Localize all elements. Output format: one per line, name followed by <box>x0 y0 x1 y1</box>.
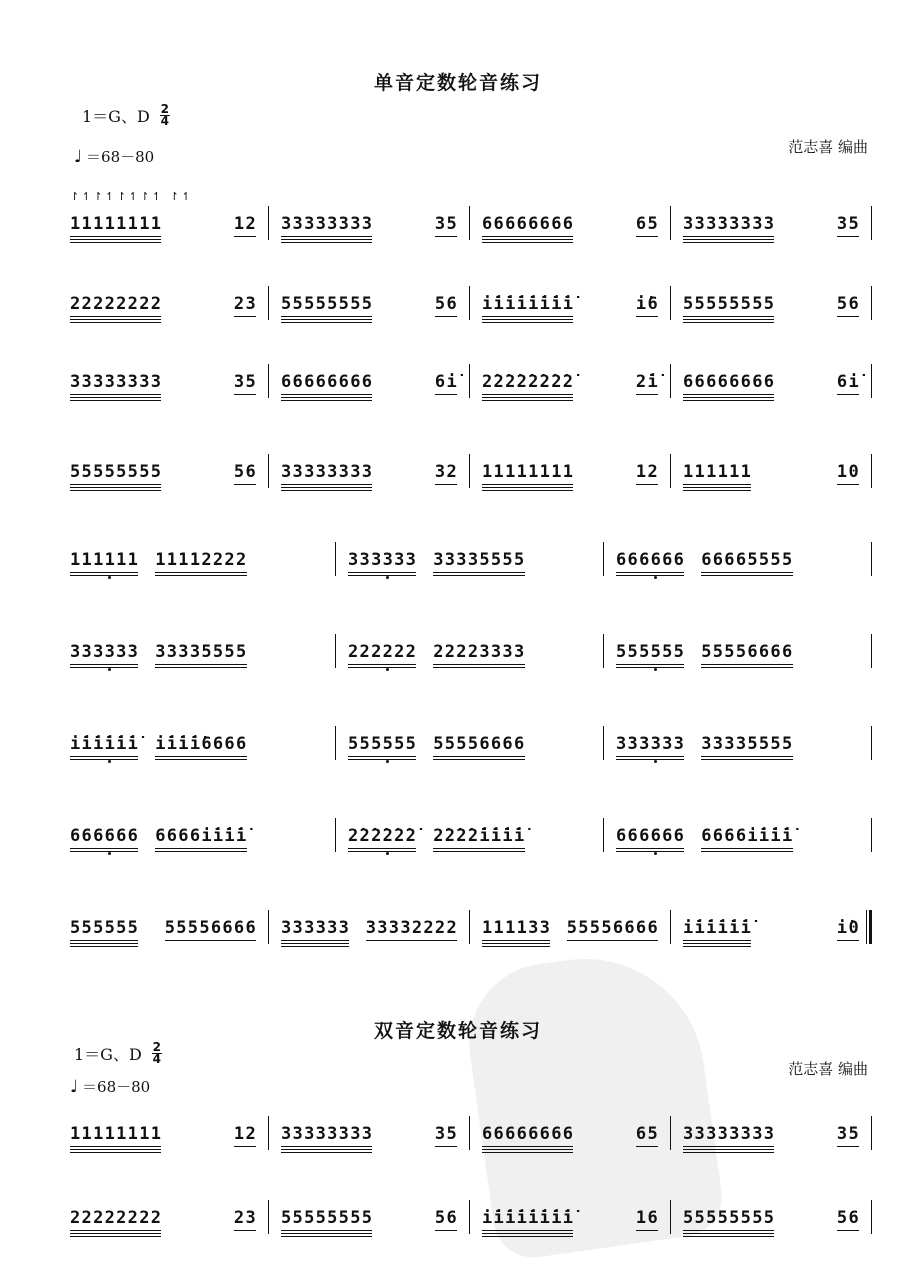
note-group <box>433 734 525 754</box>
time-top: 2 <box>160 102 169 116</box>
notes: 33333333 <box>281 214 374 234</box>
measure <box>671 910 872 950</box>
notes: 333333 <box>281 918 351 938</box>
notes: 22223333 <box>433 642 526 662</box>
note-group <box>70 826 139 846</box>
note-group <box>482 294 574 314</box>
note-group <box>435 214 458 234</box>
note-group <box>234 372 257 392</box>
notes: 12 <box>233 214 257 234</box>
piece2-title: 双音定数轮音练习 <box>373 1020 542 1042</box>
note-group <box>70 550 139 570</box>
notes: 66666666 <box>482 214 575 234</box>
barline <box>871 286 872 320</box>
note-group <box>234 1208 257 1228</box>
piece1-time-signature <box>160 104 170 127</box>
notes: 333333 <box>348 550 418 570</box>
note-group <box>616 642 685 662</box>
barline <box>871 1200 872 1234</box>
note-group <box>165 918 257 938</box>
note-group <box>70 918 139 938</box>
notes: 23 <box>233 1208 257 1228</box>
low-octave-dot <box>108 852 111 855</box>
barline <box>871 1116 872 1150</box>
piece1-staff-row <box>68 726 872 766</box>
notes: 65 <box>635 214 659 234</box>
note-group <box>281 462 373 482</box>
piece2-key: 1＝G、D <box>74 1045 142 1064</box>
barline <box>871 206 872 240</box>
barline <box>871 542 872 576</box>
notes: 23 <box>233 294 257 314</box>
measure <box>68 1200 269 1240</box>
notes: 333333 <box>616 734 686 754</box>
notes: 6i̇ <box>836 372 860 392</box>
notes: 6666i̇i̇i̇i̇ <box>155 826 248 846</box>
note-group <box>281 214 373 234</box>
note-group <box>433 642 525 662</box>
notes: 6666i̇i̇i̇i̇ <box>701 826 794 846</box>
time-top: 2 <box>152 1040 161 1054</box>
notes: 56 <box>836 294 860 314</box>
tempo-value: ＝68－80 <box>86 148 155 166</box>
notes: 11112222 <box>155 550 248 570</box>
notes: 66666666 <box>482 1124 575 1144</box>
notes: 33333333 <box>281 462 374 482</box>
notes: 35 <box>434 214 458 234</box>
note-group <box>837 1208 860 1228</box>
piece1-staff-row <box>68 634 872 674</box>
note-group <box>616 826 685 846</box>
measure <box>604 818 872 858</box>
measure <box>671 364 872 404</box>
note-group <box>636 294 659 314</box>
measure <box>336 634 604 674</box>
measure <box>68 1116 269 1156</box>
measure <box>336 726 604 766</box>
note-group <box>70 294 162 314</box>
piece2-time-signature <box>152 1042 162 1065</box>
measure <box>68 634 336 674</box>
low-octave-dot <box>654 852 657 855</box>
notes: 33333333 <box>70 372 163 392</box>
note-group <box>155 550 247 570</box>
notes: 2̇i̇ <box>635 372 659 392</box>
notes: 55556666 <box>701 642 794 662</box>
measure <box>269 1116 470 1156</box>
measure <box>269 910 470 950</box>
notes: 55555555 <box>281 1208 374 1228</box>
note-group <box>616 734 685 754</box>
note-group <box>683 214 775 234</box>
measure <box>671 1200 872 1240</box>
notes: 11111111 <box>482 462 575 482</box>
barline <box>871 454 872 488</box>
time-bottom: 4 <box>152 1052 161 1066</box>
note-group <box>70 214 162 234</box>
note-group <box>567 918 659 938</box>
note-group <box>281 1124 373 1144</box>
piece1-key: 1＝G、D <box>82 107 150 126</box>
barline <box>871 818 872 852</box>
note-group <box>433 826 525 846</box>
note-group <box>234 1124 257 1144</box>
notes: 2̇2̇2̇2̇2̇2̇2̇2̇ <box>482 372 575 392</box>
notes: i̇i̇i̇i̇i̇i̇ <box>683 918 753 938</box>
notes: 222222 <box>348 642 418 662</box>
note-group <box>281 918 350 938</box>
tempo-value: ＝68－80 <box>82 1078 151 1096</box>
note-group <box>70 642 139 662</box>
notes: 35 <box>233 372 257 392</box>
piece1-title: 单音定数轮音练习 <box>373 72 542 94</box>
note-group <box>435 372 458 392</box>
notes: 35 <box>836 214 860 234</box>
note-group <box>683 918 752 938</box>
measure <box>68 454 269 494</box>
measure <box>68 910 269 950</box>
note-group <box>70 1208 162 1228</box>
note-group <box>348 550 417 570</box>
notes: 33335555 <box>155 642 248 662</box>
notes: 555555 <box>70 918 140 938</box>
note-group <box>70 372 162 392</box>
note-group <box>616 550 685 570</box>
note-group <box>837 918 860 938</box>
note-group <box>435 1208 458 1228</box>
notes: 55555555 <box>683 294 776 314</box>
low-octave-dot <box>386 760 389 763</box>
low-octave-dot <box>654 576 657 579</box>
measure <box>671 1116 872 1156</box>
notes: 10 <box>836 462 860 482</box>
notes: 2̇2̇2̇2̇i̇i̇i̇i̇ <box>433 826 526 846</box>
note-group <box>701 826 793 846</box>
note-group <box>701 642 793 662</box>
notes: 35 <box>836 1124 860 1144</box>
notes: 35 <box>434 1124 458 1144</box>
notes: 33335555 <box>433 550 526 570</box>
notes: 56 <box>434 1208 458 1228</box>
notes: 6i̇ <box>434 372 458 392</box>
low-octave-dot <box>654 668 657 671</box>
note-group <box>683 1208 775 1228</box>
notes: 333333 <box>70 642 140 662</box>
notes: 11111111 <box>70 1124 163 1144</box>
piece1-composer: 范志喜 编曲 <box>788 138 868 156</box>
note-group <box>155 826 247 846</box>
piece2-key-signature <box>74 1042 162 1065</box>
notes: 56 <box>233 462 257 482</box>
note-group <box>636 1124 659 1144</box>
notes: 56 <box>836 1208 860 1228</box>
note-group <box>348 826 417 846</box>
note-group <box>636 462 659 482</box>
note-group <box>70 1124 162 1144</box>
notes: 2̇2̇2̇2̇2̇2̇ <box>348 826 418 846</box>
note-group <box>482 214 574 234</box>
note-group <box>348 642 417 662</box>
piece1-staff-row <box>68 818 872 858</box>
barline <box>871 726 872 760</box>
notes: 32 <box>434 462 458 482</box>
note-group <box>482 462 574 482</box>
notes: 55555555 <box>70 462 163 482</box>
notes: i̇i̇i̇i̇i̇i̇i̇i̇ <box>482 1208 575 1228</box>
measure <box>336 818 604 858</box>
notes: 666666 <box>616 550 686 570</box>
measure <box>671 286 872 326</box>
measure <box>470 1116 671 1156</box>
measure <box>68 818 336 858</box>
barline <box>871 364 872 398</box>
piece1-staff-row <box>68 454 872 494</box>
notes: 33333333 <box>281 1124 374 1144</box>
note-group <box>837 372 860 392</box>
note-group <box>837 1124 860 1144</box>
note-group <box>234 462 257 482</box>
notes: 66665555 <box>701 550 794 570</box>
notes: 22222222 <box>70 1208 163 1228</box>
measure <box>470 286 671 326</box>
note-group <box>636 214 659 234</box>
note-group <box>482 918 551 938</box>
measure <box>470 364 671 404</box>
measure <box>269 206 470 246</box>
measure <box>470 454 671 494</box>
measure <box>604 634 872 674</box>
note-group <box>281 294 373 314</box>
notes: i̇i̇i̇i̇i̇i̇i̇i̇ <box>482 294 575 314</box>
piece1-staff-row <box>68 542 872 582</box>
measure <box>470 910 671 950</box>
note-group <box>636 372 659 392</box>
notes: 11111111 <box>70 214 163 234</box>
notes: 555555 <box>616 642 686 662</box>
note-group <box>701 550 793 570</box>
notes: 55555555 <box>683 1208 776 1228</box>
note-group <box>482 372 574 392</box>
notes: 22222222 <box>70 294 163 314</box>
low-octave-dot <box>108 576 111 579</box>
note-group <box>155 642 247 662</box>
measure <box>68 206 269 246</box>
low-octave-dot <box>108 668 111 671</box>
note-group <box>70 734 139 754</box>
measure <box>269 364 470 404</box>
low-octave-dot <box>386 668 389 671</box>
note-group <box>155 734 247 754</box>
notes: 12 <box>233 1124 257 1144</box>
measure <box>470 1200 671 1240</box>
notes: 555555 <box>348 734 418 754</box>
note-group <box>482 1208 574 1228</box>
note-group <box>234 214 257 234</box>
notes: 33333333 <box>683 214 776 234</box>
measure <box>269 454 470 494</box>
notes: 666666 <box>70 826 140 846</box>
measure <box>68 726 336 766</box>
piece2-staff-row <box>68 1116 872 1156</box>
low-octave-dot <box>386 852 389 855</box>
measure <box>68 542 336 582</box>
time-bottom: 4 <box>160 114 169 128</box>
notes: 33333333 <box>683 1124 776 1144</box>
measure <box>68 364 269 404</box>
note-group <box>683 372 775 392</box>
final-barline <box>866 910 872 944</box>
note-group <box>837 214 860 234</box>
note-group <box>683 462 752 482</box>
measure <box>671 454 872 494</box>
note-group <box>701 734 793 754</box>
note-group <box>435 294 458 314</box>
note-group <box>837 294 860 314</box>
piece1-staff-row <box>68 190 872 246</box>
measure <box>604 726 872 766</box>
notes: i̇i̇i̇i̇6666 <box>155 734 248 754</box>
measure <box>269 1200 470 1240</box>
note-group <box>234 294 257 314</box>
note-group <box>435 462 458 482</box>
piece1-staff-row <box>68 364 872 404</box>
notes: 55555555 <box>281 294 374 314</box>
piece1-tempo <box>74 146 154 167</box>
note-group <box>435 1124 458 1144</box>
notes: 65 <box>635 1124 659 1144</box>
low-octave-dot <box>654 760 657 763</box>
piece1-staff-row <box>68 910 872 950</box>
notes: 55556666 <box>566 918 659 938</box>
measure <box>671 206 872 246</box>
notes: i̇0 <box>836 918 860 938</box>
note-group <box>366 918 458 938</box>
measure <box>604 542 872 582</box>
barline <box>871 634 872 668</box>
notes: 33335555 <box>701 734 794 754</box>
notes: 55556666 <box>164 918 257 938</box>
measure <box>269 286 470 326</box>
notes: 16 <box>635 1208 659 1228</box>
note-group <box>433 550 525 570</box>
notes: 55556666 <box>433 734 526 754</box>
note-group <box>281 1208 373 1228</box>
measure <box>68 286 269 326</box>
quarter-note-icon: ♩ <box>70 1077 79 1097</box>
notes: 666666 <box>616 826 686 846</box>
notes: i̇i̇i̇i̇i̇i̇ <box>70 734 140 754</box>
low-octave-dot <box>386 576 389 579</box>
note-group <box>70 462 162 482</box>
notes: i̇6 <box>635 294 659 314</box>
note-group <box>281 372 373 392</box>
notes: 111111 <box>70 550 140 570</box>
note-group <box>348 734 417 754</box>
stroke-arrow-marks: ↾↿↾↿↾↿↾↿ ↾↿ <box>70 190 194 203</box>
note-group <box>837 462 860 482</box>
measure <box>470 206 671 246</box>
piece1-staff-row <box>68 286 872 326</box>
low-octave-dot <box>108 760 111 763</box>
note-group <box>636 1208 659 1228</box>
note-group <box>482 1124 574 1144</box>
note-group <box>683 1124 775 1144</box>
note-group <box>683 294 775 314</box>
notes: 12 <box>635 462 659 482</box>
measure <box>336 542 604 582</box>
piece2-tempo <box>70 1076 150 1097</box>
piece2-composer: 范志喜 编曲 <box>788 1060 868 1078</box>
notes: 111111 <box>683 462 753 482</box>
notes: 66666666 <box>281 372 374 392</box>
piece2-staff-row <box>68 1200 872 1240</box>
piece1-key-signature <box>82 104 170 127</box>
notes: 56 <box>434 294 458 314</box>
notes: 111133 <box>482 918 552 938</box>
quarter-note-icon: ♩ <box>74 147 83 167</box>
notes: 33332222 <box>365 918 458 938</box>
notes: 66666666 <box>683 372 776 392</box>
